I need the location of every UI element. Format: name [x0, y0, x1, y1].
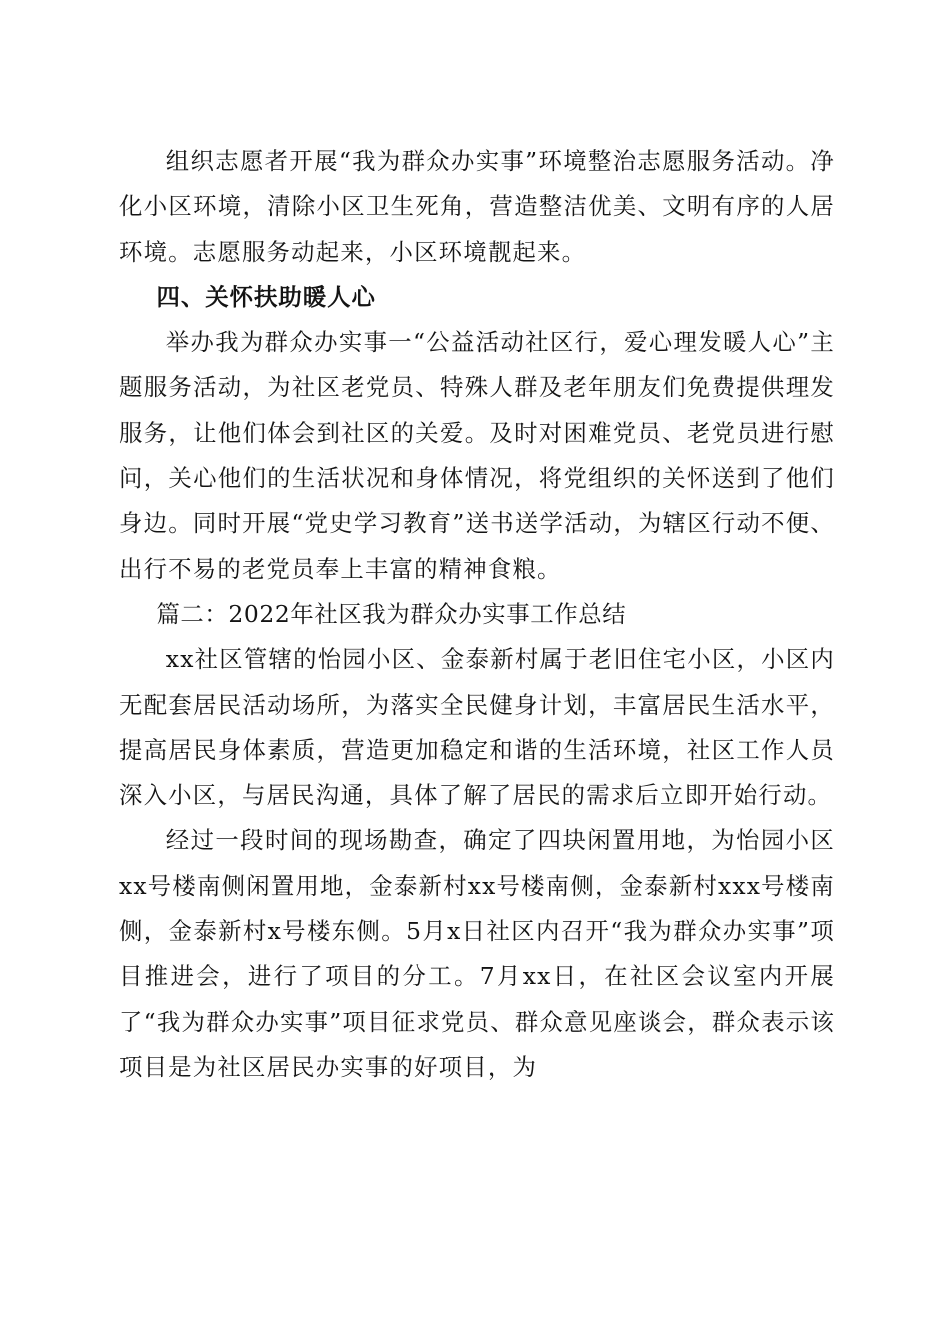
- paragraph-environment-volunteer: 组织志愿者开展“我为群众办实事”环境整治志愿服务活动。净化小区环境，清除小区卫生死角，营造整洁优美、文明有序的人居环境。志愿服务动起来，小区环境靓起来。: [119, 147, 835, 266]
- article-title-part-two: 篇二：2022年社区我为群众办实事工作总结: [156, 599, 627, 628]
- paragraph-haircut-service: 举办我为群众办实事一“公益活动社区行，爱心理发暖人心”主题服务活动，为社区老党员、特殊人群及老年朋友们免费提供理发服务，让他们体会到社区的关爱。及时对困难党员、老党员进行慰问，关心他们的生活状况和身体情况，将党组织的关怀送到了他们身边。同时开展“党史学习教育”送书送学活动，为辖区行动不便、出行不易的老党员奉上丰富的精神食粮。: [119, 328, 835, 583]
- section-heading-care: 四、关怀扶助暖人心: [156, 282, 376, 311]
- paragraph-site-survey: 经过一段时间的现场勘查，确定了四块闲置用地，为怡园小区xx号楼南侧闲置用地，金泰新村xx号楼南侧，金泰新村xxx号楼南侧，金泰新村x号楼东侧。5月x日社区内召开“我为群众办实事”项目推进会，进行了项目的分工。7月xx日，在社区会议室内开展了“我为群众办实事”项目征求党员、群众意见座谈会，群众表示该项目是为社区居民办实事的好项目，为: [119, 826, 835, 1081]
- paragraph-community-overview: xx社区管辖的怡园小区、金泰新村属于老旧住宅小区，小区内无配套居民活动场所，为落实全民健身计划，丰富居民生活水平，提高居民身体素质，营造更加稳定和谐的生活环境，社区工作人员深入小区，与居民沟通，具体了解了居民的需求后立即开始行动。: [119, 645, 835, 810]
- document-body: [119, 139, 835, 1090]
